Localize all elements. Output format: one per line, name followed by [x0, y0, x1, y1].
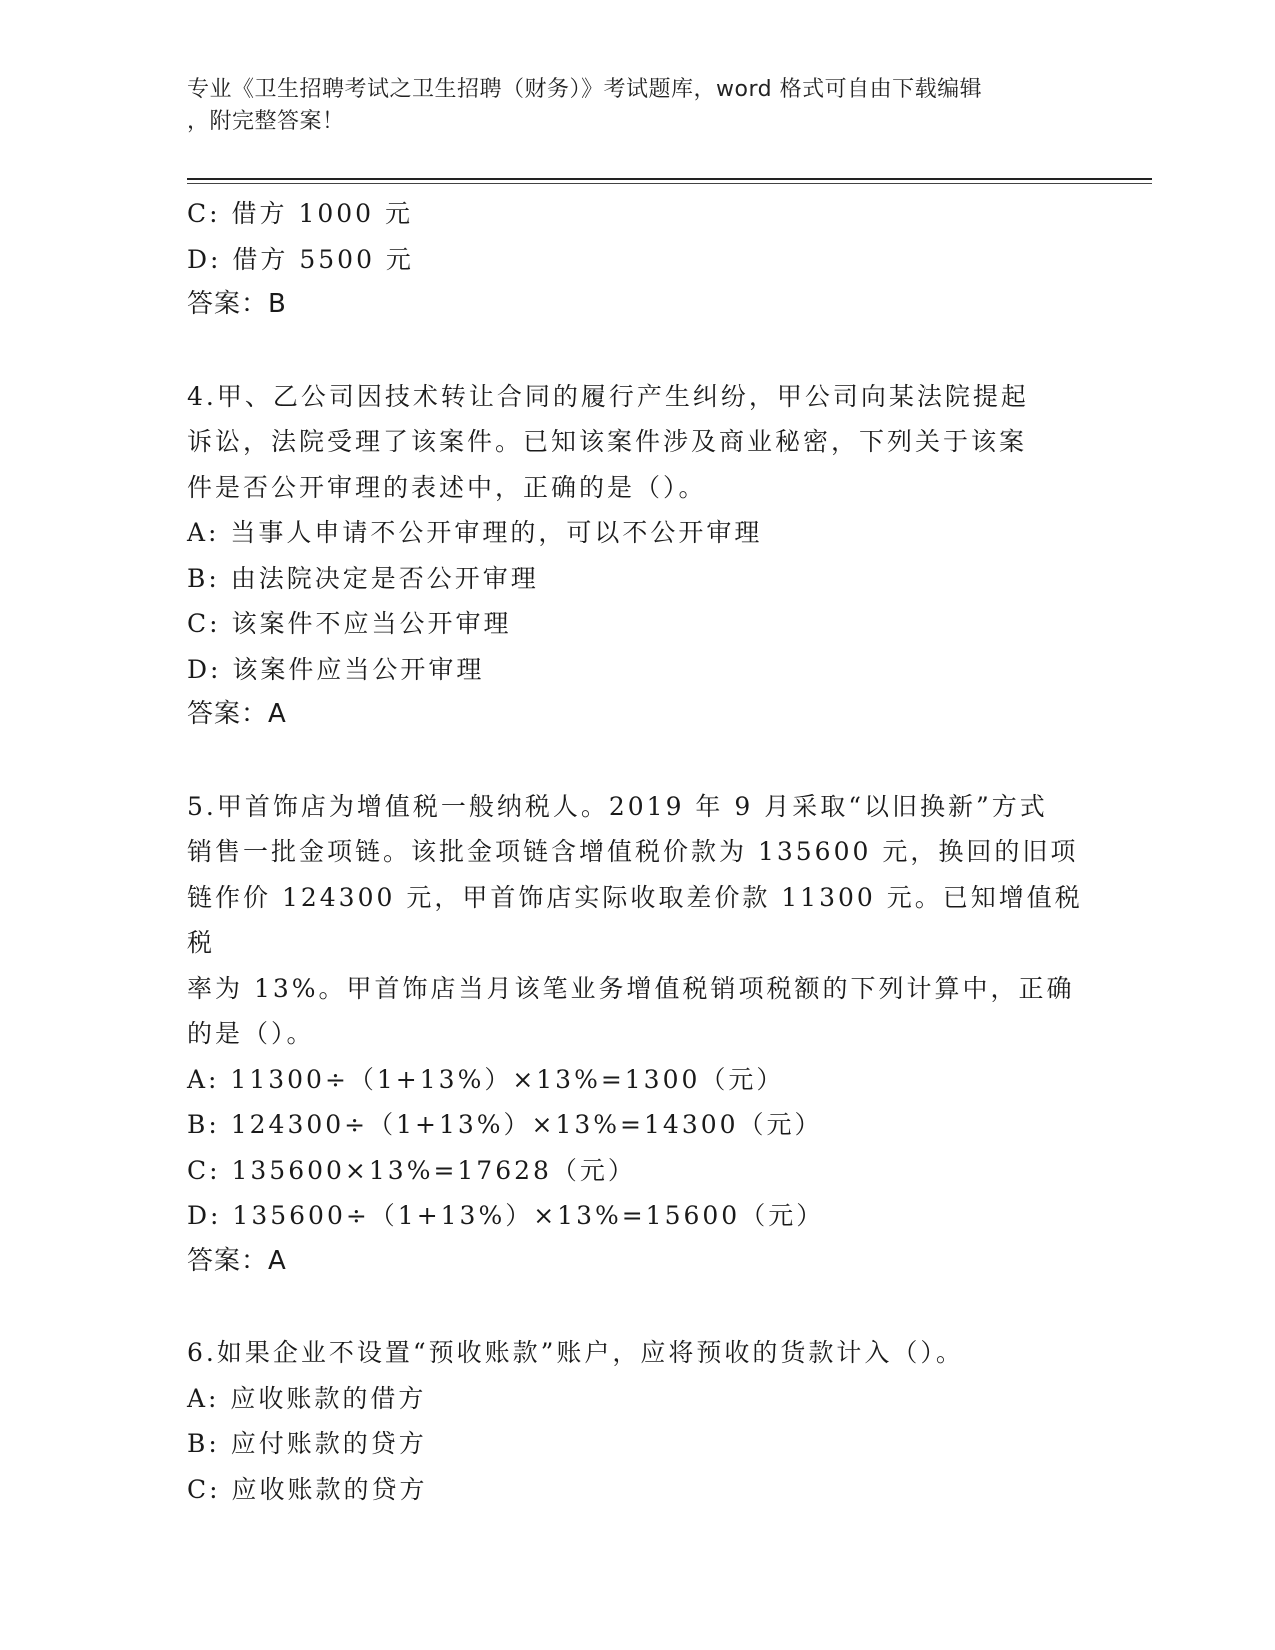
- option-a: A: 11300÷（1+13%）×13%=1300（元）: [187, 1064, 785, 1094]
- question-4: [187, 374, 1087, 738]
- stem-line: 诉讼，法院受理了该案件。已知该案件涉及商业秘密，下列关于该案: [187, 427, 1028, 456]
- header-rule-thick: [187, 178, 1152, 180]
- question-6: [187, 1330, 1087, 1512]
- option-d: D: 135600÷（1+13%）×13%=15600（元）: [187, 1201, 825, 1230]
- option-c: C: 135600×13%=17628（元）: [187, 1155, 636, 1185]
- option-d: D: 借方 5500 元: [187, 244, 414, 274]
- option-a: A: 当事人申请不公开审理的，可以不公开审理: [187, 518, 763, 547]
- option-b: B: 由法院决定是否公开审理: [187, 563, 539, 593]
- option-c: C: 该案件不应当公开审理: [187, 609, 512, 638]
- stem-line: 4.甲、乙公司因技术转让合同的履行产生纠纷，甲公司向某法院提起: [187, 381, 1029, 411]
- question-stem: [187, 374, 1087, 511]
- option-a: A: 应收账款的借方: [187, 1383, 427, 1413]
- answer: 答案：A: [187, 1245, 287, 1276]
- header-line-1: 专业《卫生招聘考试之卫生招聘（财务）》考试题库，word 格式可自由下载编辑: [187, 77, 983, 102]
- stem-line: 的是（）。: [187, 1019, 315, 1048]
- question-3-tail: [187, 191, 1087, 328]
- option-d: D: 该案件应当公开审理: [187, 654, 485, 684]
- question-stem: [187, 784, 1087, 1057]
- question-stem: [187, 1330, 1087, 1376]
- document-body: [187, 191, 1087, 1512]
- answer: 答案：A: [187, 699, 287, 729]
- stem-line: 5.甲首饰店为增值税一般纳税人。2019 年 9 月采取“以旧换新”方式: [187, 791, 1048, 821]
- option-b: B: 124300÷（1+13%）×13%=14300（元）: [187, 1110, 823, 1139]
- stem-line: 销售一批金项链。该批金项链含增值税价款为 135600 元，换回的旧项: [187, 837, 1079, 866]
- stem-line: 6.如果企业不设置“预收账款”账户，应将预收的货款计入（）。: [187, 1338, 964, 1367]
- document-header: [187, 74, 1067, 138]
- stem-line: 链作价 124300 元，甲首饰店实际收取差价款 11300 元。已知增值税税: [187, 882, 1083, 957]
- question-5: [187, 784, 1087, 1285]
- answer: 答案：B: [187, 289, 287, 319]
- option-c: C: 借方 1000 元: [187, 199, 414, 228]
- option-b: B: 应付账款的贷方: [187, 1429, 427, 1458]
- stem-line: 件是否公开审理的表述中，正确的是（）。: [187, 472, 707, 502]
- header-rule-thin: [187, 183, 1152, 184]
- option-c: C: 应收账款的贷方: [187, 1474, 428, 1504]
- header-line-2: ，附完整答案！: [187, 109, 345, 134]
- stem-line: 率为 13%。甲首饰店当月该笔业务增值税销项税额的下列计算中，正确: [187, 973, 1075, 1003]
